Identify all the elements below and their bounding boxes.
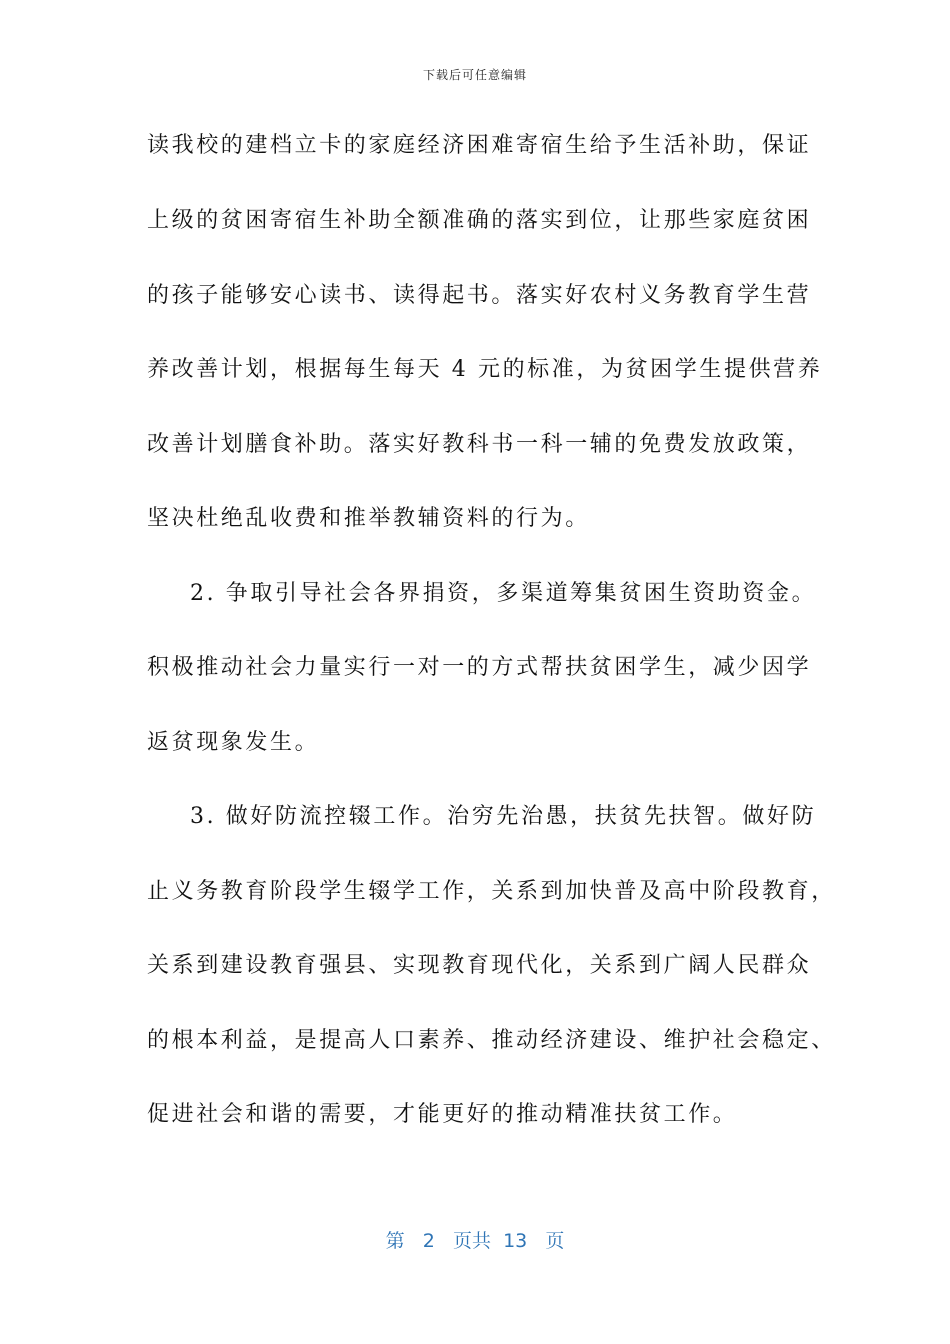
- body-text-line: 关系到建设教育强县、实现教育现代化，关系到广阔人民群众: [147, 953, 812, 978]
- body-text-line: 返贫现象发生。: [147, 730, 320, 755]
- body-text-line: 的孩子能够安心读书、读得起书。落实好农村义务教育学生营: [147, 283, 812, 308]
- footer-total-pages: 13: [503, 1230, 528, 1252]
- body-text-line: 的根本利益，是提高人口素养、推动经济建设、维护社会稳定、: [147, 1028, 836, 1053]
- footer-middle: 页共: [452, 1230, 491, 1252]
- footer-prefix: 第: [385, 1230, 405, 1252]
- page-footer: [0, 1226, 950, 1253]
- body-text-line: 止义务教育阶段学生辍学工作，关系到加快普及高中阶段教育，: [147, 879, 836, 904]
- footer-suffix: 页: [545, 1230, 565, 1252]
- body-text-line: 养改善计划，根据每生每天 4 元的标准，为贫困学生提供营养: [147, 357, 823, 382]
- body-text-line: 坚决杜绝乱收费和推举教辅资料的行为。: [147, 506, 590, 531]
- body-text-line: 积极推动社会力量实行一对一的方式帮扶贫困学生，减少因学: [147, 655, 812, 680]
- paragraph-start-line: 3. 做好防流控辍工作。治穷先治愚，扶贫先扶智。做好防: [190, 804, 817, 829]
- footer-page-number: 2: [422, 1230, 435, 1252]
- body-text-line: 促进社会和谐的需要，才能更好的推动精准扶贫工作。: [147, 1102, 738, 1127]
- paragraph-start-line: 2. 争取引导社会各界捐资，多渠道筹集贫困生资助资金。: [190, 581, 817, 606]
- body-text-line: 读我校的建档立卡的家庭经济困难寄宿生给予生活补助，保证: [147, 133, 812, 158]
- body-text-line: 上级的贫困寄宿生补助全额准确的落实到位，让那些家庭贫困: [147, 208, 812, 233]
- body-text-line: 改善计划膳食补助。落实好教科书一科一辅的免费发放政策，: [147, 432, 812, 457]
- page-header-note: 下载后可任意编辑: [422, 68, 527, 82]
